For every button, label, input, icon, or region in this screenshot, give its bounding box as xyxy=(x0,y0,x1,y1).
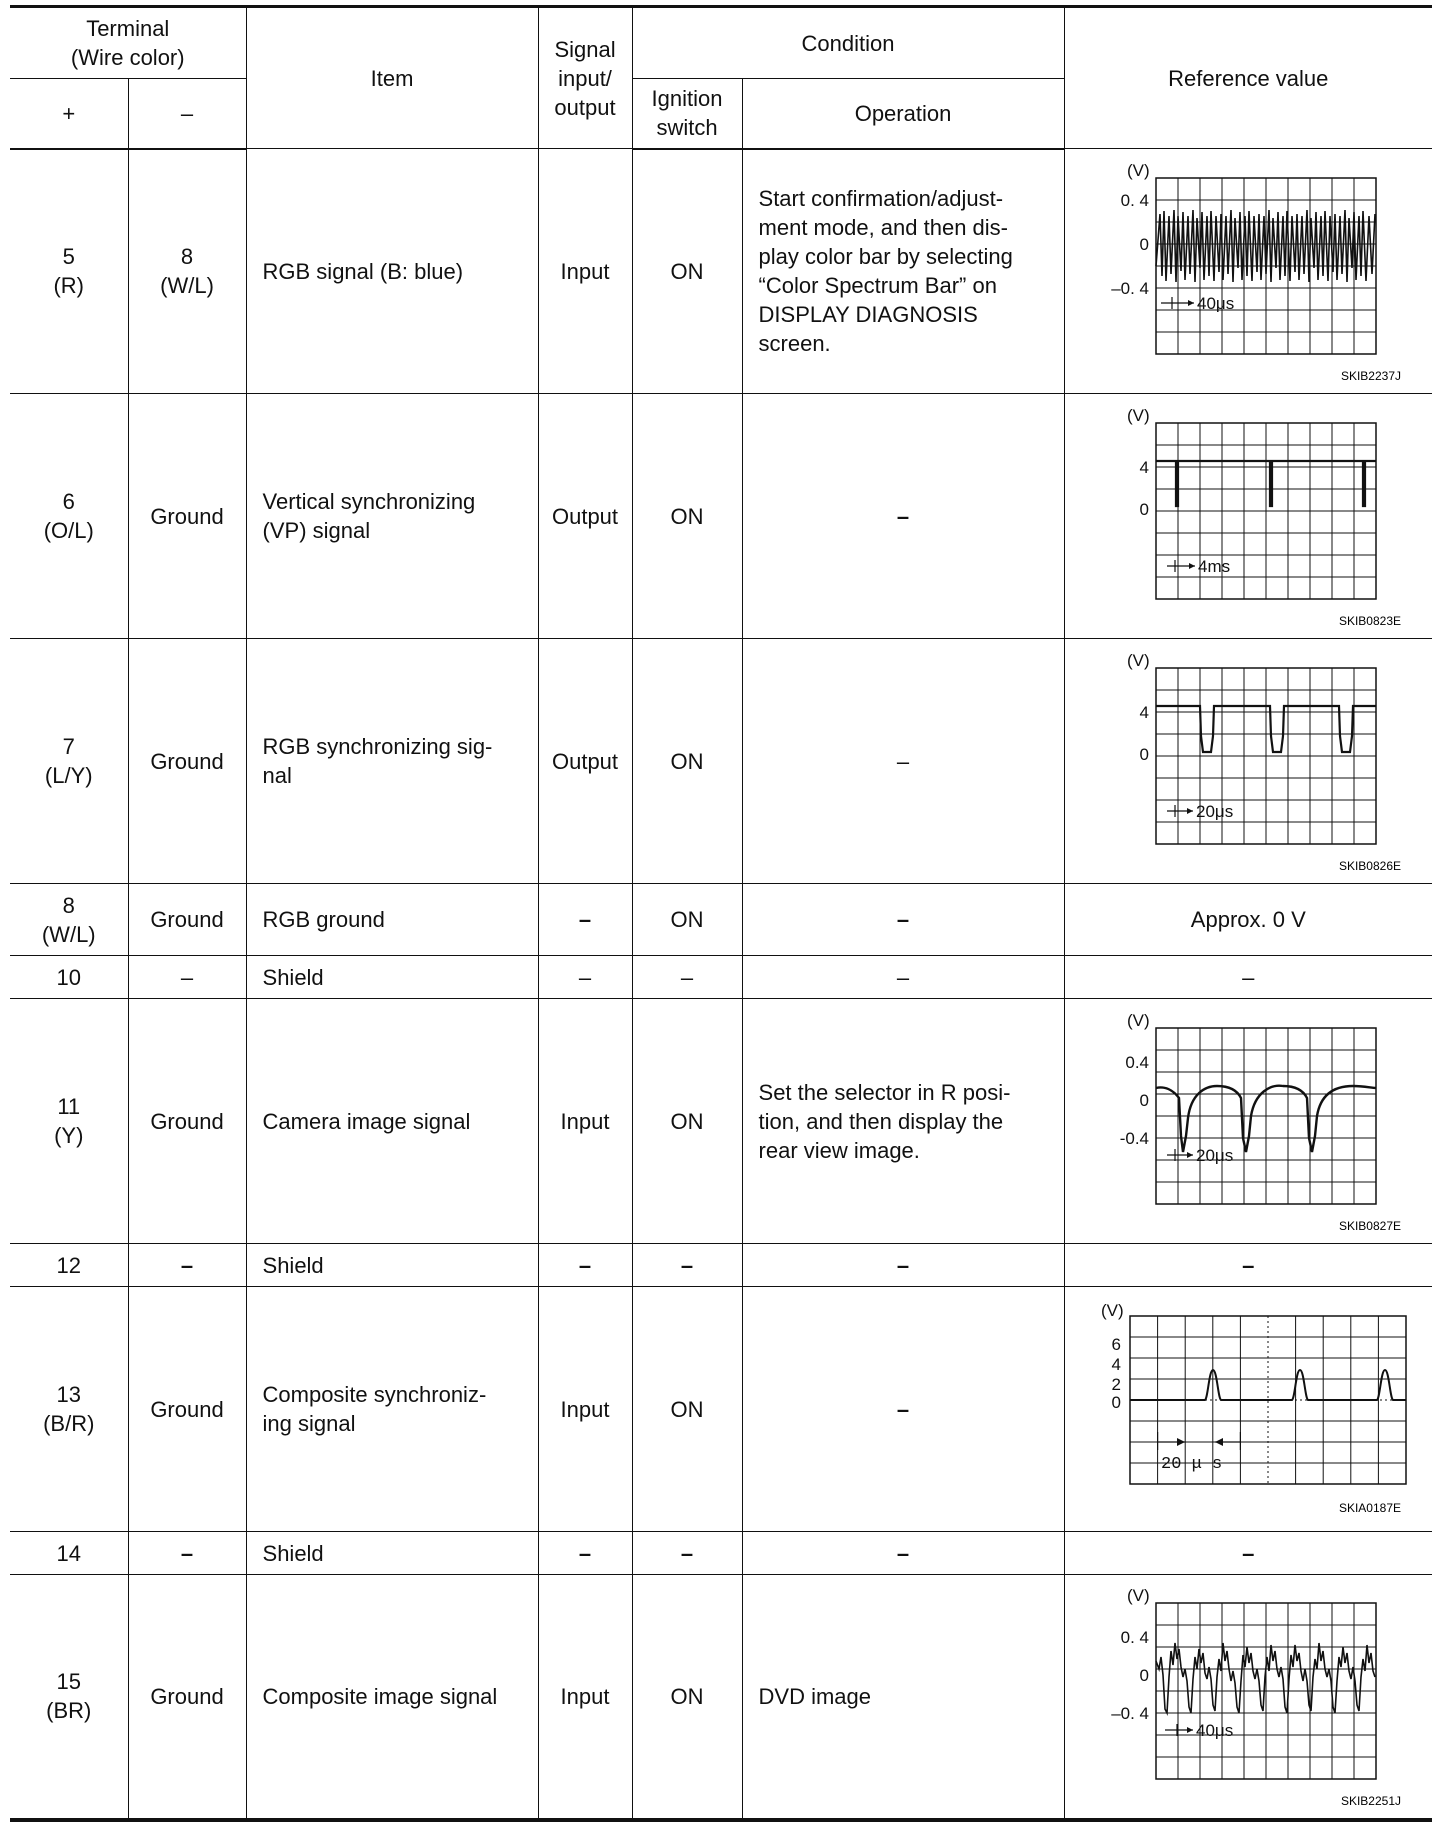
reference-waveform-cell xyxy=(1064,639,1432,884)
time-scale-marker xyxy=(1165,1724,1193,1736)
wire-color: (L/Y) xyxy=(44,763,93,788)
item-header: Item xyxy=(246,7,538,149)
reference-cell: – xyxy=(1064,1244,1432,1287)
minus-terminal: Ground xyxy=(128,1287,246,1532)
item-cell xyxy=(246,394,538,639)
operation-cell xyxy=(742,149,1064,394)
table-row xyxy=(10,639,1432,884)
plus-terminal xyxy=(10,1575,128,1820)
y-tick-label: –0. 4 xyxy=(1110,279,1149,298)
ignition-cell: – xyxy=(632,1244,742,1287)
plus-terminal xyxy=(10,639,128,884)
item-cell xyxy=(246,639,538,884)
waveform-camera-image xyxy=(1065,1006,1433,1236)
y-tick-label: 0 xyxy=(1139,745,1149,764)
time-scale-label: 20 μ s xyxy=(1160,1455,1222,1474)
io-cell: Input xyxy=(538,1287,632,1532)
y-tick-label: 2 xyxy=(1111,1375,1121,1394)
terminal-reference-table xyxy=(10,5,1432,1822)
unit-label: (V) xyxy=(1126,1586,1150,1606)
minus-terminal: Ground xyxy=(128,999,246,1244)
y-tick-label: 4 xyxy=(1111,1355,1121,1374)
operation-cell: DVD image xyxy=(742,1575,1064,1820)
minus-terminal: Ground xyxy=(128,639,246,884)
y-tick-label: 0. 4 xyxy=(1120,191,1149,210)
y-tick-label: 0 xyxy=(1139,1666,1149,1686)
operation-cell xyxy=(742,999,1064,1244)
item-cell: Shield xyxy=(246,956,538,999)
wire-color: (B/R) xyxy=(43,1411,95,1436)
ignition-cell: ON xyxy=(632,884,742,956)
figure-id: SKIB2237J xyxy=(1340,369,1401,383)
figure-id: SKIB0827E xyxy=(1338,1219,1401,1233)
operation-cell: – xyxy=(742,956,1064,999)
operation-line: rear view image. xyxy=(758,1137,920,1163)
y-tick-label: 0 xyxy=(1111,1393,1121,1412)
item-cell: RGB ground xyxy=(246,884,538,956)
terminal-number: 11 xyxy=(57,1094,81,1119)
time-scale-label: 20μs xyxy=(1195,1146,1233,1165)
minus-terminal: Ground xyxy=(128,884,246,956)
ignition-cell: ON xyxy=(632,639,742,884)
wire-color: (BR) xyxy=(46,1698,92,1724)
minus-terminal: Ground xyxy=(128,1575,246,1820)
signal-io-line: Signal xyxy=(554,36,616,62)
signal-io-line: output xyxy=(554,94,616,120)
y-tick-label: 4 xyxy=(1139,703,1149,722)
ignition-cell: – xyxy=(632,1532,742,1575)
minus-terminal: – xyxy=(128,1244,246,1287)
y-tick-label: –0. 4 xyxy=(1110,1704,1149,1724)
wire-color: (O/L) xyxy=(43,518,94,543)
terminal-number: 8 xyxy=(62,892,75,918)
terminal-number: 5 xyxy=(62,244,75,270)
ignition-cell: ON xyxy=(632,1575,742,1820)
y-tick-label: 0. 4 xyxy=(1120,1628,1149,1648)
figure-id: SKIB0823E xyxy=(1338,614,1401,628)
item-cell: Camera image signal xyxy=(246,999,538,1244)
minus-terminal xyxy=(128,149,246,394)
reference-waveform-cell xyxy=(1064,149,1432,394)
table-row xyxy=(10,394,1432,639)
time-scale-label: 40μs xyxy=(1196,294,1234,313)
item-line: RGB synchronizing sig- xyxy=(262,734,493,759)
unit-label: (V) xyxy=(1126,161,1150,180)
reference-cell: – xyxy=(1064,956,1432,999)
operation-line: screen. xyxy=(758,331,831,357)
waveform-trace xyxy=(1130,1370,1406,1400)
terminal-number: 13 xyxy=(56,1382,81,1407)
operation-cell: – xyxy=(742,1532,1064,1575)
y-tick-label: 0 xyxy=(1139,500,1149,519)
item-line: (VP) signal xyxy=(262,518,371,543)
figure-id: SKIB2251J xyxy=(1340,1794,1401,1809)
item-cell: RGB signal (B: blue) xyxy=(246,149,538,394)
unit-label: (V) xyxy=(1126,406,1150,425)
oscilloscope-grid xyxy=(1156,423,1376,599)
waveform-composite-sync xyxy=(1065,1294,1433,1524)
terminal-header xyxy=(10,7,246,79)
io-cell: Output xyxy=(538,394,632,639)
reference-cell: – xyxy=(1064,1532,1432,1575)
io-cell: – xyxy=(538,884,632,956)
table-row xyxy=(10,149,1432,394)
io-cell: – xyxy=(538,1244,632,1287)
unit-label: (V) xyxy=(1126,1011,1150,1030)
operation-line: tion, and then display the xyxy=(758,1108,1004,1134)
time-scale-marker xyxy=(1157,1432,1240,1450)
ignition-header xyxy=(632,79,742,149)
oscilloscope-grid xyxy=(1156,1603,1376,1779)
time-scale-marker xyxy=(1167,805,1193,817)
oscilloscope-grid xyxy=(1156,668,1376,844)
wire-color: (W/L) xyxy=(41,921,96,947)
io-cell: Input xyxy=(538,1575,632,1820)
plus-terminal xyxy=(10,394,128,639)
plus-terminal: 12 xyxy=(10,1244,128,1287)
waveform-rgb-sync xyxy=(1065,646,1433,876)
figure-id: SKIA0187E xyxy=(1338,1501,1401,1515)
item-cell: Shield xyxy=(246,1532,538,1575)
io-cell: – xyxy=(538,956,632,999)
terminal-reference-table-sheet xyxy=(10,5,1432,1822)
minus-terminal: – xyxy=(128,956,246,999)
minus-terminal: – xyxy=(128,1532,246,1575)
plus-terminal: 14 xyxy=(10,1532,128,1575)
ignition-cell: – xyxy=(632,956,742,999)
table-body xyxy=(10,149,1432,1820)
minus-terminal: Ground xyxy=(128,394,246,639)
io-cell: Output xyxy=(538,639,632,884)
item-line: ing signal xyxy=(262,1411,356,1436)
operation-line: Start confirmation/adjust- xyxy=(758,186,1004,212)
operation-cell: – xyxy=(742,1287,1064,1532)
ignition-cell: ON xyxy=(632,999,742,1244)
wire-color: (R) xyxy=(53,273,85,299)
ignition-cell: ON xyxy=(632,394,742,639)
reference-cell: Approx. 0 V xyxy=(1064,884,1432,956)
table-row xyxy=(10,1287,1432,1532)
reference-waveform-cell xyxy=(1064,1575,1432,1820)
terminal-number: 8 xyxy=(180,244,194,270)
y-tick-label: 4 xyxy=(1139,458,1149,477)
unit-label: (V) xyxy=(1126,651,1150,670)
wire-color: (Y) xyxy=(54,1123,84,1148)
table-row xyxy=(10,884,1432,956)
ignition-cell: ON xyxy=(632,149,742,394)
wire-color: (W/L) xyxy=(160,273,214,299)
table-row xyxy=(10,1244,1432,1287)
reference-header: Reference value xyxy=(1064,7,1432,149)
y-tick-label: 0.4 xyxy=(1124,1053,1149,1072)
y-tick-label: -0.4 xyxy=(1119,1129,1149,1148)
waveform-composite-image xyxy=(1065,1581,1433,1811)
table-row xyxy=(10,999,1432,1244)
time-scale-marker xyxy=(1167,560,1195,572)
time-scale-label: 4ms xyxy=(1197,557,1230,576)
table-header xyxy=(10,7,1432,149)
operation-line: DISPLAY DIAGNOSIS xyxy=(758,302,978,328)
item-line: Composite synchroniz- xyxy=(262,1382,487,1407)
operation-line: Set the selector in R posi- xyxy=(758,1079,1011,1105)
time-scale-label: 20μs xyxy=(1195,802,1233,821)
plus-header: + xyxy=(10,79,128,149)
terminal-number: 7 xyxy=(62,734,75,759)
item-line: nal xyxy=(262,763,292,788)
signal-io-line: input/ xyxy=(558,65,612,91)
operation-header: Operation xyxy=(742,79,1064,149)
signal-io-header xyxy=(538,7,632,149)
table-row xyxy=(10,1532,1432,1575)
operation-line: ment mode, and then dis- xyxy=(758,215,1008,241)
reference-waveform-cell xyxy=(1064,1287,1432,1532)
waveform-vertical-sync xyxy=(1065,401,1433,631)
wire-color-label: (Wire color) xyxy=(70,45,185,70)
terminal-number: 6 xyxy=(62,489,75,514)
terminal-label: Terminal xyxy=(86,16,170,41)
plus-terminal xyxy=(10,1287,128,1532)
table-row xyxy=(10,1575,1432,1820)
time-scale-label: 40μs xyxy=(1195,1721,1233,1741)
io-cell: – xyxy=(538,1532,632,1575)
ignition-cell: ON xyxy=(632,1287,742,1532)
figure-id: SKIB0826E xyxy=(1338,859,1401,873)
y-tick-label: 0 xyxy=(1139,1091,1149,1110)
minus-header: – xyxy=(128,79,246,149)
ignition-line: switch xyxy=(656,115,718,141)
condition-header: Condition xyxy=(632,7,1064,79)
plus-terminal xyxy=(10,999,128,1244)
item-cell xyxy=(246,1287,538,1532)
operation-line: “Color Spectrum Bar” on xyxy=(758,273,997,299)
reference-waveform-cell xyxy=(1064,394,1432,639)
operation-cell: – xyxy=(742,884,1064,956)
item-cell: Composite image signal xyxy=(246,1575,538,1820)
plus-terminal: 10 xyxy=(10,956,128,999)
unit-label: (V) xyxy=(1100,1301,1124,1320)
table-row xyxy=(10,956,1432,999)
item-line: Vertical synchronizing xyxy=(262,489,476,514)
plus-terminal xyxy=(10,884,128,956)
reference-waveform-cell xyxy=(1064,999,1432,1244)
operation-line: play color bar by selecting xyxy=(758,244,1013,270)
ignition-line: Ignition xyxy=(651,86,723,112)
operation-cell: – xyxy=(742,639,1064,884)
io-cell: Input xyxy=(538,999,632,1244)
plus-terminal xyxy=(10,149,128,394)
y-tick-label: 6 xyxy=(1111,1335,1121,1354)
operation-cell: – xyxy=(742,1244,1064,1287)
time-scale-marker xyxy=(1167,1149,1193,1161)
waveform-rgb-blue xyxy=(1065,156,1433,386)
y-tick-label: 0 xyxy=(1139,235,1149,254)
terminal-number: 15 xyxy=(56,1669,81,1695)
item-cell: Shield xyxy=(246,1244,538,1287)
operation-cell: – xyxy=(742,394,1064,639)
io-cell: Input xyxy=(538,149,632,394)
